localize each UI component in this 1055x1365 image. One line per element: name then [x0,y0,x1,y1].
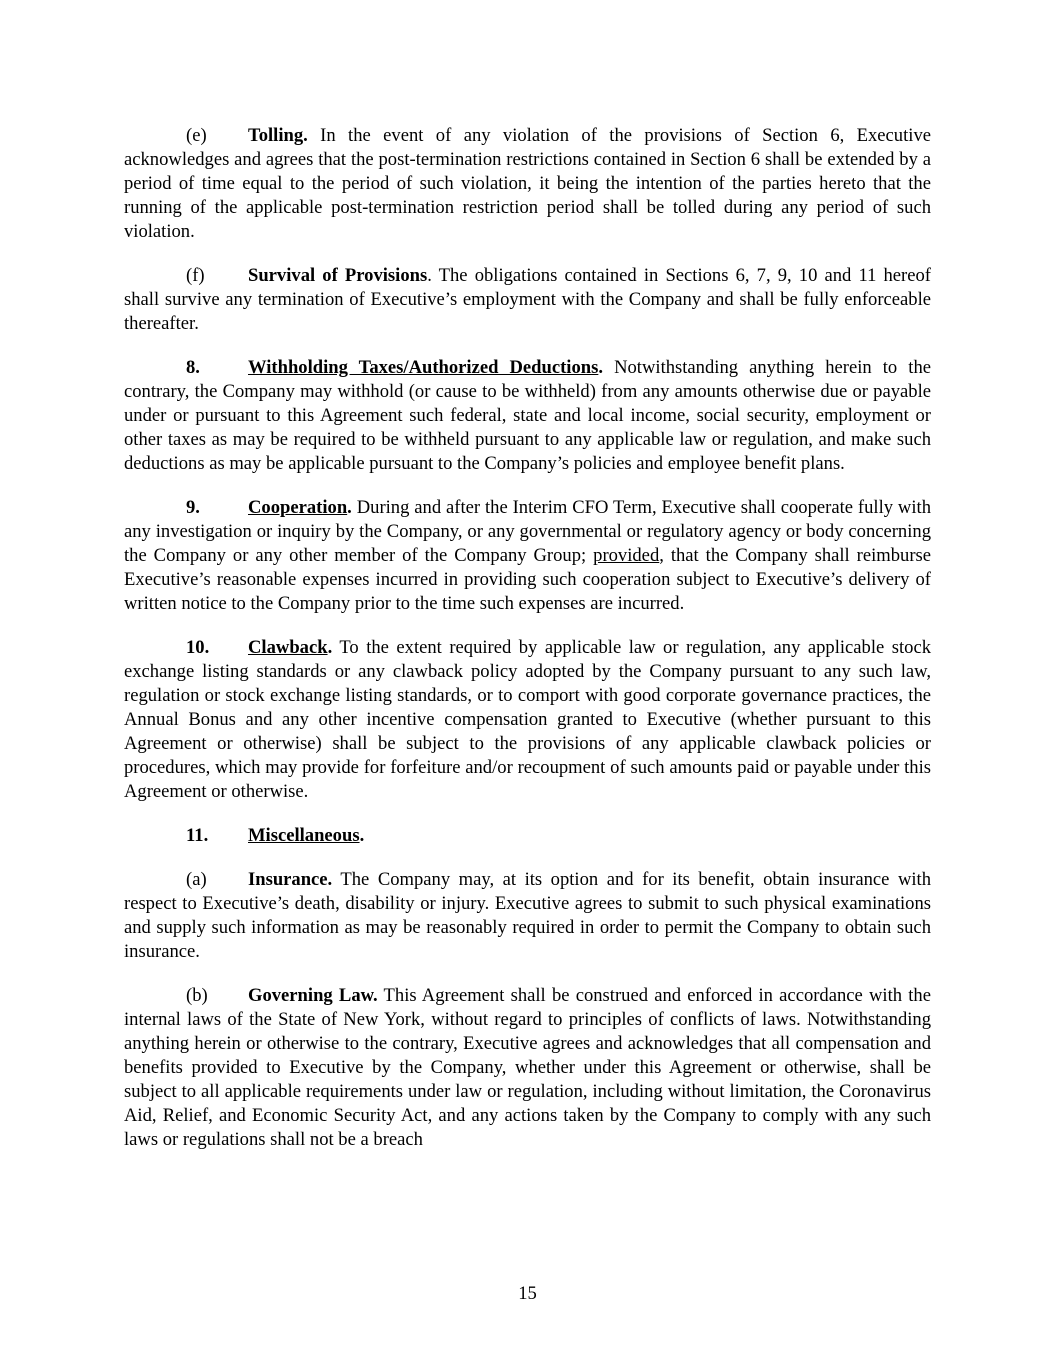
paragraph-heading: Survival of Provisions [248,265,428,286]
section-8-withholding-taxes [124,356,931,476]
section-11-miscellaneous [124,824,931,848]
paragraph-heading: Governing Law. [248,985,378,1006]
page-number: 15 [518,1283,537,1304]
paragraph-text: This Agreement shall be construed and enforced in accordance with the internal laws of the State of New York, without regard to principles of conflicts of laws. Notwithstanding anything herein or otherwise to the contrary, Executive agrees and acknowledges that all compensation and benefits provided to Executive by the Company, whether under this Agreement or otherwise, shall be subject to all applicable requirements under law or regulation, including without limitation, the Coronavirus Aid, Relief, and Economic Security Act, and any actions taken by the Company to comply with any such laws or regulations shall not be a breach [124,985,931,1150]
section-number: 10. [186,637,210,658]
paragraph-number: (b) [186,985,208,1006]
paragraph-text: The Company may, at its option and for its benefit, obtain insurance with respect to Executive’s death, disability or injury. Executive agrees to submit to such physical examinations and supply such information as may be reasonably required in order to permit the Company to obtain such insurance. [124,869,931,962]
paragraph-text-continued: , that the Company shall reimburse Executive’s reasonable expenses incurred in providing such cooperation subject to Executive’s delivery of written notice to the Company prior to the time such expenses are incurred. [124,545,931,614]
paragraph-text: Notwithstanding anything herein to the contrary, the Company may withhold (or cause to be withheld) from any amounts otherwise due or payable under or pursuant to this Agreement such federal, state and local income, social security, employment or other taxes as may be required to be withheld pursuant to any applicable law or regulation, and make such deductions as may be applicable pursuant to the Company’s policies and employee benefit plans. [124,357,931,474]
section-number: 11. [186,825,209,846]
section-heading-period: . [327,637,333,658]
section-heading: Clawback [248,637,328,658]
document-body [124,124,931,1172]
paragraph-insurance [124,868,931,964]
paragraph-text: During and after the Interim CFO Term, Executive shall cooperate fully with any investigation or inquiry by the Company, or any governmental or regulatory agency or body concerning the Company or any other member of the Company Group; [124,497,931,566]
paragraph-text: To the extent required by applicable law or regulation, any applicable stock exchange listing standards or any clawback policy adopted by the Company pursuant to any such law, regulation or stock exchange listing standards, or to comport with good corporate governance practices, the Annual Bonus and any other incentive compensation granted to Executive (whether pursuant to this Agreement or otherwise) shall be subject to the provisions of any applicable clawback policies or procedures, which may provide for forfeiture and/or recoupment of such amounts paid or payable under this Agreement or otherwise. [124,637,931,802]
underlined-term-provided: provided [593,545,660,566]
section-heading-period: . [359,825,365,846]
paragraph-text: In the event of any violation of the provisions of Section 6, Executive acknowledges and agrees that the post-termination restrictions contained in Section 6 shall be extended by a period of time equal to the period of such violation, it being the intention of the parties hereto that the running of the applicable post-termination restriction period shall be tolled during any period of such violation. [124,125,931,242]
section-number: 8. [186,357,200,378]
section-heading-period: . [347,497,352,518]
paragraph-number: (e) [186,125,207,146]
paragraph-number: (a) [186,869,207,890]
paragraph-tolling [124,124,931,244]
section-10-clawback [124,636,931,804]
paragraph-text: . The obligations contained in Sections 6, 7, 9, 10 and 11 hereof shall survive any termination of Executive’s employment with the Company and shall be fully enforceable thereafter. [124,265,931,334]
paragraph-heading: Tolling. [248,125,308,146]
paragraph-heading: Insurance. [248,869,333,890]
section-heading: Cooperation [248,497,348,518]
paragraph-survival-of-provisions [124,264,931,336]
paragraph-governing-law [124,984,931,1152]
section-9-cooperation [124,496,931,616]
section-heading-period: . [598,357,604,378]
section-heading: Miscellaneous [248,825,360,846]
section-number: 9. [186,497,200,518]
paragraph-number: (f) [186,265,205,286]
section-heading: Withholding Taxes/Authorized Deductions [248,357,599,378]
